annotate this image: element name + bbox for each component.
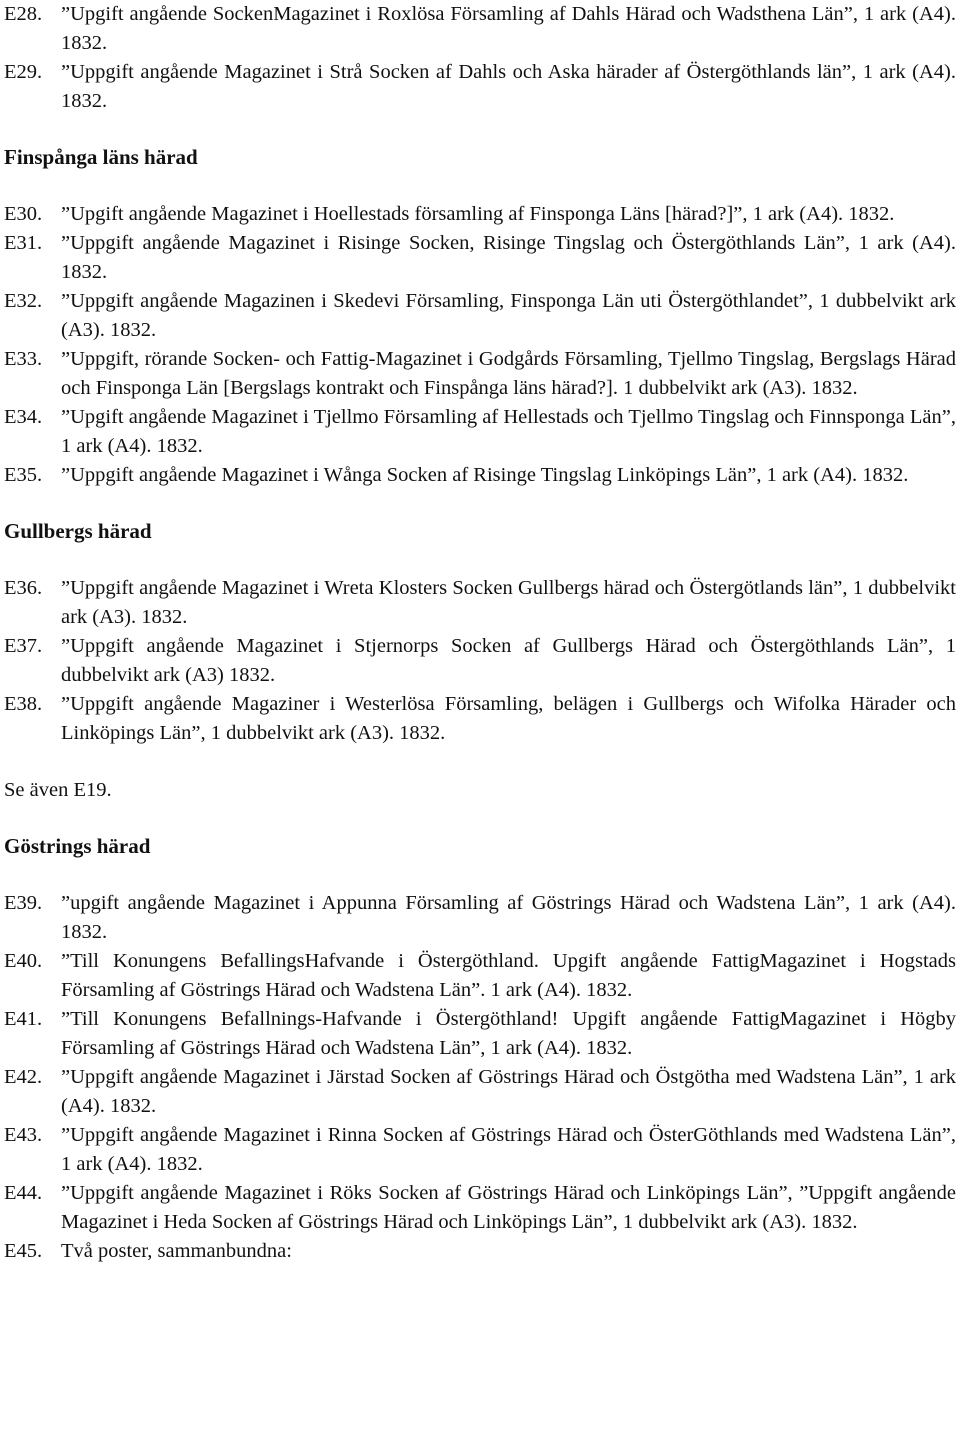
entry-text: ”Uppgift angående Magazinet i Strå Socken af Dahls och Aska härader af Östergöthlands län”, 1 ark (A4). 1832. xyxy=(61,61,956,112)
entry-text: ”Uppgift angående Magazinet i Wreta Klosters Socken Gullbergs härad och Östergötlands län”, 1 dubbelvikt ark (A3). 1832. xyxy=(61,577,956,628)
entry-text: ”Upgift angående Magazinet i Hoellestads församling af Finsponga Läns [härad?]”, 1 ark (A4). 1832. xyxy=(61,203,895,225)
entry-text: ”Till Konungens Befallnings-Hafvande i Östergöthland! Upgift angående FattigMagazinet i Högby Församling af Göstrings Härad och Wadstena Län”, 1 ark (A4). 1832. xyxy=(61,1008,956,1059)
entry-code: E34. xyxy=(4,406,43,428)
section-heading: Göstrings härad xyxy=(4,834,151,858)
see-also-note: Se även E19. xyxy=(4,779,112,801)
entry-code: E38. xyxy=(4,693,43,715)
section-finspanga xyxy=(4,143,956,490)
entry-text: ”Uppgift, rörande Socken- och Fattig-Magazinet i Godgårds Församling, Tjellmo Tingslag, Bergslags Härad och Finsponga Län [Bergslags kontrakt och Finspånga läns härad?]. 1 dubbelvikt ark (A3). 1832. xyxy=(61,348,956,399)
section-heading: Finspånga läns härad xyxy=(4,145,198,169)
entry-e37 xyxy=(4,632,956,690)
entry-code: E35. xyxy=(4,464,43,486)
entry-text: ”Uppgift angående Magazinet i Wånga Socken af Risinge Tingslag Linköpings Län”, 1 ark (A4). 1832. xyxy=(61,464,909,486)
entry-e38 xyxy=(4,690,956,748)
entry-code: E39. xyxy=(4,892,43,914)
entry-e43 xyxy=(4,1121,956,1179)
entry-code: E32. xyxy=(4,290,43,312)
entry-text: ”Uppgift angående Magazinet i Röks Socken af Göstrings Härad och Linköpings Län”, ”Uppgift angående Magazinet i Heda Socken af Göstrings Härad och Linköpings Län”, 1 dubbelvikt ark (A3). 1832. xyxy=(61,1182,956,1233)
entry-text: ”Uppgift angående Magazinet i Järstad Socken af Göstrings Härad och Östgötha med Wadstena Län”, 1 ark (A4). 1832. xyxy=(61,1066,956,1117)
entry-e41 xyxy=(4,1005,956,1063)
entry-code: E28. xyxy=(4,3,43,25)
entry-text: ”Uppgift angående Magazinen i Skedevi Församling, Finsponga Län uti Östergöthlandet”, 1 dubbelvikt ark (A3). 1832. xyxy=(61,290,956,341)
entry-e32 xyxy=(4,287,956,345)
entry-code: E45. xyxy=(4,1240,43,1262)
entry-e34 xyxy=(4,403,956,461)
section-gullbergs xyxy=(4,517,956,805)
entry-code: E42. xyxy=(4,1066,43,1088)
entry-text: ”Till Konungens BefallingsHafvande i Östergöthland. Upgift angående FattigMagazinet i Hogstads Församling af Göstrings Härad och Wadstena Län”. 1 ark (A4). 1832. xyxy=(61,950,956,1001)
entry-e28 xyxy=(4,0,956,58)
entry-text: ”Uppgift angående Magaziner i Westerlösa Församling, belägen i Gullbergs och Wifolka Härader och Linköpings Län”, 1 dubbelvikt ark (A3). 1832. xyxy=(61,693,956,744)
entry-e30 xyxy=(4,200,956,229)
entry-e31 xyxy=(4,229,956,287)
entry-e42 xyxy=(4,1063,956,1121)
entry-e40 xyxy=(4,947,956,1005)
entry-e33 xyxy=(4,345,956,403)
entry-e45 xyxy=(4,1237,956,1266)
entry-e39 xyxy=(4,889,956,947)
entry-text: Två poster, sammanbundna: xyxy=(61,1240,292,1262)
entry-code: E30. xyxy=(4,203,43,225)
entry-code: E29. xyxy=(4,61,43,83)
entry-e36 xyxy=(4,574,956,632)
entry-e29 xyxy=(4,58,956,116)
document-page xyxy=(4,0,956,1266)
entry-text: ”upgift angående Magazinet i Appunna Församling af Göstrings Härad och Wadstena Län”, 1 ark (A4). 1832. xyxy=(61,892,956,943)
entry-code: E40. xyxy=(4,950,43,972)
entry-code: E44. xyxy=(4,1182,43,1204)
entry-e35 xyxy=(4,461,956,490)
section-heading: Gullbergs härad xyxy=(4,519,152,543)
entry-code: E43. xyxy=(4,1124,43,1146)
section-intro xyxy=(4,0,956,116)
entry-text: ”Upgift angående Magazinet i Tjellmo Församling af Hellestads och Tjellmo Tingslag och Finnsponga Län”, 1 ark (A4). 1832. xyxy=(61,406,956,457)
entry-text: ”Uppgift angående Magazinet i Rinna Socken af Göstrings Härad och ÖsterGöthlands med Wadstena Län”, 1 ark (A4). 1832. xyxy=(61,1124,956,1175)
entry-text: ”Uppgift angående Magazinet i Stjernorps Socken af Gullbergs Härad och Östergöthlands Län”, 1 dubbelvikt ark (A3) 1832. xyxy=(61,635,956,686)
entry-text: ”Upgift angående SockenMagazinet i Roxlösa Församling af Dahls Härad och Wadsthena Län”, 1 ark (A4). 1832. xyxy=(61,3,956,54)
entry-code: E31. xyxy=(4,232,43,254)
entry-text: ”Uppgift angående Magazinet i Risinge Socken, Risinge Tingslag och Östergöthlands Län”, 1 ark (A4). 1832. xyxy=(61,232,956,283)
entry-code: E36. xyxy=(4,577,43,599)
entry-code: E33. xyxy=(4,348,43,370)
entry-code: E37. xyxy=(4,635,43,657)
entry-e44 xyxy=(4,1179,956,1237)
section-gostrings xyxy=(4,832,956,1266)
entry-code: E41. xyxy=(4,1008,43,1030)
